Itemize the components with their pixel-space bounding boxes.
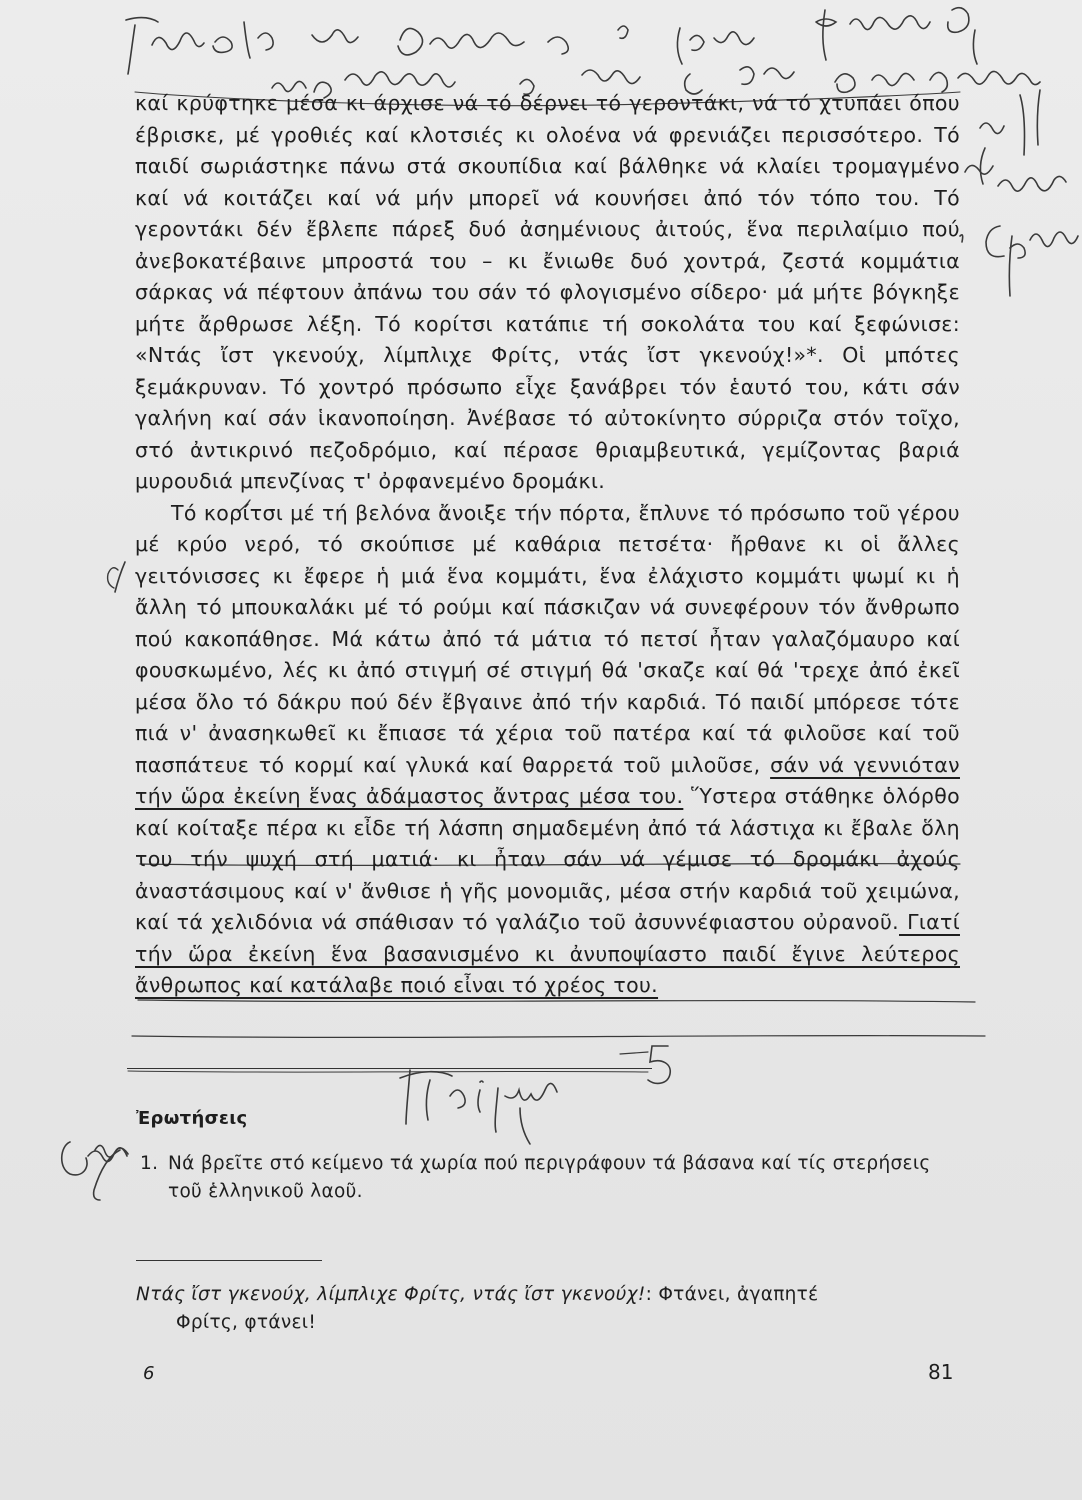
handwritten-mark-5 <box>620 1046 670 1083</box>
footnote <box>136 1281 961 1337</box>
question-number: 1. <box>140 1153 159 1174</box>
handwritten-top-line-1 <box>126 8 977 74</box>
footnote-line-1 <box>136 1281 961 1309</box>
underlined-phrase-2: Γιατί τήν ὥρα ἐκείνη ἕνα βασανισμένο κι ἀνυποψίαστο παιδί ἔγινε λεύτερος ἄνθρωπος καί κατάλαβε ποιό εἶναι τό χρέος του. <box>135 910 960 997</box>
question-item <box>140 1150 960 1206</box>
paragraph-2-part-b: Ὕστερα στάθηκε ὁλόρθο καί κοίταξε πέρα κι εἶδε τή λάσπη σημαδεμένη ἀπό τά λάστιχα κι ἔβαλε ὅλη του τήν ψυχή στή ματιά· κι ἦταν σάν νά γέμισε τό δρομάκι ἀχούς ἀναστάσιμους καί ν' ἄνθισε ἡ γῆς μονομιᾶς, μέσα στήν καρδιά τοῦ χειμώνα, καί τά χελιδόνια νά σπάθισαν τό γαλάζιο τοῦ ἀσυννέφιαστου οὐρανοῦ. <box>135 784 960 934</box>
paragraph-2 <box>135 498 960 1002</box>
page-number: 81 <box>928 1360 954 1384</box>
handwritten-margin-left <box>62 562 128 1200</box>
questions-title: Ἐρωτήσεις <box>136 1108 248 1129</box>
question-text: Νά βρεῖτε στό κείμενο τά χωρία πού περιγράφουν τά βάσανα καί τίς στερήσεις τοῦ ἑλληνικοῦ λαοῦ. <box>168 1153 931 1202</box>
handwritten-margin-right-1 <box>965 90 1066 191</box>
footnote-line-2: Φρίτς, φτάνει! <box>176 1312 317 1333</box>
main-text <box>135 88 960 1002</box>
footnote-rule <box>136 1260 322 1261</box>
handwritten-margin-right-2 <box>960 226 1078 296</box>
underlined-phrase-1: σάν νά γεννιόταν τήν ὥρα ἐκείνη ἕνας ἀδάμαστος ἄντρας μέσα του. <box>135 752 960 808</box>
end-of-text-rule <box>127 1068 652 1069</box>
footnote-translation: Φτάνει, ἀγαπητέ <box>658 1284 819 1305</box>
signature-mark: 6 <box>143 1363 155 1384</box>
footnote-separator: : <box>645 1284 659 1305</box>
paragraph-2-part-a: Τό κορίτσι μέ τή βελόνα ἄνοιξε τήν πόρτα, ἔπλυνε τό πρόσωπο τοῦ γέρου μέ κρύο νερό, τό σκούπισε μέ καθάρια πετσέτα· ἤρθανε κι οἱ ἄλλες γειτόνισσες κι ἔφερε ἡ μιά ἕνα κομμάτι, ἕνα ἐλάχιστο κομμάτι ψωμί κι ἡ ἄλλη τό μπουκαλάκι μέ τό ρούμι καί πάσκιζαν νά συνεφέρουν τόν ἄνθρωπο πού κακοπάθησε. Μά κάτω ἀπό τά μάτια τό πετσί ἦταν γαλαζόμαυρο καί φουσκωμένο, λές κι ἀπό στιγμή σέ στιγμή θά 'σκαζε καί θά 'τρεχε ἀπό ἐκεῖ μέσα ὅλο τό δάκρυ πού δέν ἔβγαινε ἀπό τήν καρδιά. Τό παιδί μπόρεσε τότε πιά ν' ἀνασηκωθεῖ κι ἔπιασε τά χέρια τοῦ πατέρα καί τά φιλοῦσε καί τοῦ πασπάτευε τό κορμί καί γλυκά καί θαρρετά τοῦ μιλοῦσε, <box>135 500 960 777</box>
footnote-term: Ντάς ἴστ γκενούχ, λίμπλιχε Φρίτς, ντάς ἴστ γκενούχ! <box>136 1284 646 1305</box>
handwritten-signature <box>400 1070 557 1144</box>
paragraph-1: καί κρύφτηκε μέσα κι άρχισε νά τό δέρνει τό γεροντάκι, νά τό χτυπάει όπου έβρισκε, μέ γροθιές καί κλοτσιές κι ολοένα νά φρενιάζει περισσότερο. Τό παιδί σωριάστηκε πάνω στά σκουπίδια καί βάλθηκε νά κλαίει τρομαγμένο καί νά κοιτάζει καί νά μήν μπορεῖ νά κουνήσει ἀπό τόν τόπο του. Τό γεροντάκι δέν ἔβλεπε πάρεξ δυό ἀσημένιους ἀιτούς, ἕνα περιλαίμιο πού ἀνεβοκατέβαινε μπροστά του – κι ἔνιωθε δυό χοντρά, ζεστά κομμάτια σάρκας νά πέφτουν ἀπάνω του σάν τό φλογισμένο σίδερο· μά μήτε βόγκηξε μήτε ἄρθρωσε λέξη. Τό κορίτσι κατάπιε τή σοκολάτα του καί ξεφώνισε: «Ντάς ἴστ γκενούχ, λίμπλιχε Φρίτς, ντάς ἴστ γκενούχ!»*. Οἱ μπότες ξεμάκρυναν. Τό χοντρό πρόσωπο εἶχε ξανάβρει τόν ἑαυτό του, κάτι σάν γαλήνη καί σάν ἱκανοποίηση. Ἀνέβασε τό αὐτοκίνητο σύρριζα στόν τοῖχο, στό ἀντικρινό πεζοδρόμιο, καί πέρασε θριαμβευτικά, γεμίζοντας βαριά μυρουδιά μπενζίνας τ' ὀρφανεμένο δρομάκι. <box>135 91 960 493</box>
